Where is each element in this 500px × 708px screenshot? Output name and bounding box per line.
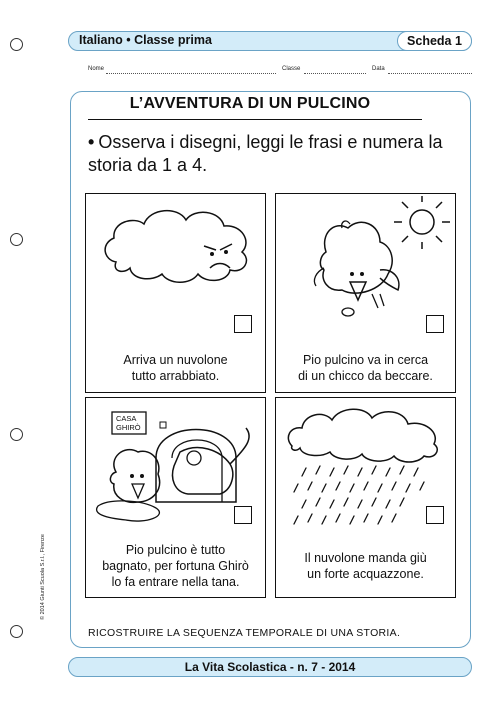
header-bar <box>68 31 472 51</box>
subject-label: Italiano • Classe prima <box>79 33 212 47</box>
binder-hole-1 <box>10 38 23 51</box>
date-label: Data <box>372 66 385 72</box>
sign-text-line-1: CASA <box>116 414 137 423</box>
caption-line: Il nuvolone manda giù <box>304 551 427 565</box>
caption-line: bagnato, per fortuna Ghirò <box>102 559 249 573</box>
panel-1-caption <box>86 352 265 384</box>
caption-line: tutto arrabbiato. <box>131 369 220 383</box>
sheet-number: Scheda 1 <box>397 31 472 51</box>
story-panel-3 <box>85 397 266 598</box>
copyright-text: © 2014 Giunti Scuola S.r.l., Firenze <box>40 534 46 620</box>
number-box-1[interactable] <box>234 315 252 333</box>
sign-text-line-2: GHIRÒ <box>116 423 141 432</box>
caption-line: lo fa entrare nella tana. <box>111 575 240 589</box>
instruction <box>88 131 448 177</box>
learning-objective: RICOSTRUIRE LA SEQUENZA TEMPORALE DI UNA STORIA. <box>88 627 401 639</box>
instruction-text: Osserva i disegni, leggi le frasi e numera la storia da 1 a 4. <box>88 132 443 175</box>
binder-hole-3 <box>10 428 23 441</box>
caption-line: Pio pulcino va in cerca <box>302 353 429 367</box>
binder-hole-2 <box>10 233 23 246</box>
caption-line: Pio pulcino è tutto <box>125 543 226 557</box>
panel-3-caption <box>86 542 265 590</box>
name-field[interactable] <box>106 73 276 74</box>
class-label: Classe <box>282 66 301 72</box>
story-panel-2 <box>275 193 456 393</box>
number-box-4[interactable] <box>426 506 444 524</box>
panel-4-caption <box>276 550 455 582</box>
story-panel-1 <box>85 193 266 393</box>
bullet-icon: • <box>88 132 95 152</box>
number-box-2[interactable] <box>426 315 444 333</box>
caption-line: un forte acquazzone. <box>307 567 424 581</box>
story-panel-4 <box>275 397 456 598</box>
number-box-3[interactable] <box>234 506 252 524</box>
publication-bar: La Vita Scolastica - n. 7 - 2014 <box>68 657 472 677</box>
date-field[interactable] <box>388 73 472 74</box>
panel-2-caption <box>276 352 455 384</box>
binder-hole-4 <box>10 625 23 638</box>
caption-line: Arriva un nuvolone <box>123 353 228 367</box>
worksheet-title: L’AVVENTURA DI UN PULCINO <box>129 95 371 112</box>
caption-line: di un chicco da beccare. <box>298 369 433 383</box>
class-field[interactable] <box>304 73 366 74</box>
name-label: Nome <box>88 66 105 72</box>
title-underline <box>88 119 422 120</box>
